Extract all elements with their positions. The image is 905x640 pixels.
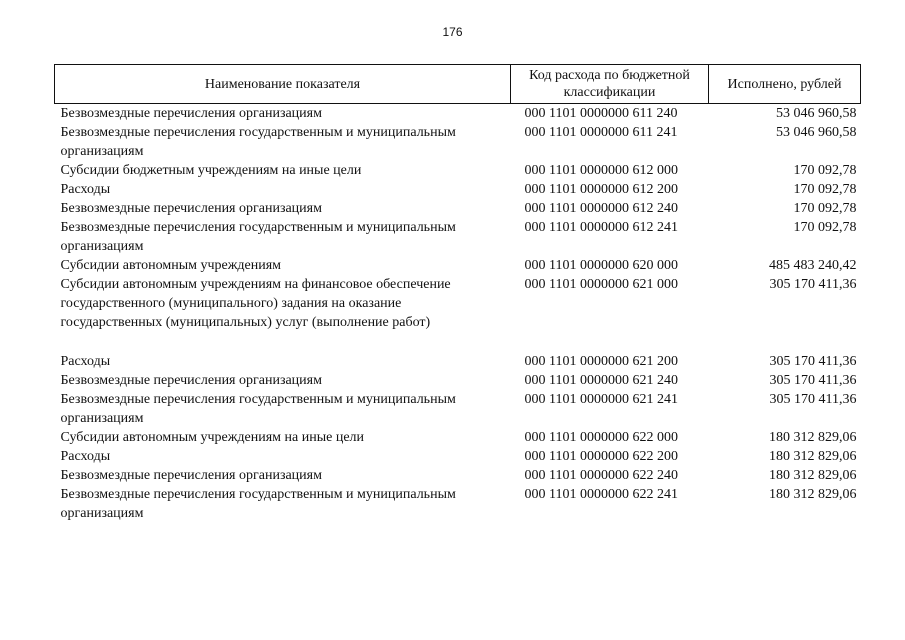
row-code: 000 1101 0000000 612 240 [524, 201, 678, 216]
row-amount: 305 170 411,36 [769, 392, 857, 407]
row-amount: 180 312 829,06 [769, 487, 857, 502]
table-row [55, 199, 861, 218]
row-amount: 180 312 829,06 [769, 468, 857, 483]
row-code: 000 1101 0000000 611 240 [524, 106, 678, 121]
table-row [55, 180, 861, 199]
row-name: Безвозмездные перечисления организациям [60, 373, 322, 388]
table-row [55, 352, 861, 371]
table-body [55, 104, 861, 524]
header-code: Код расхода по бюджетной классификации [511, 65, 709, 104]
row-amount: 305 170 411,36 [769, 373, 857, 388]
row-amount: 170 092,78 [793, 220, 857, 235]
table-row [55, 485, 861, 523]
row-name: Субсидии автономным учреждениям на иные цели [60, 430, 365, 445]
row-code: 000 1101 0000000 612 000 [524, 163, 678, 178]
table-row [55, 161, 861, 180]
row-name: Безвозмездные перечисления государственным и муниципальным организациям [60, 487, 456, 521]
page-number: 176 [442, 25, 463, 39]
row-name: Расходы [60, 354, 111, 369]
row-code: 000 1101 0000000 622 200 [524, 449, 678, 464]
row-name: Расходы [60, 449, 111, 464]
table-row [55, 428, 861, 447]
row-amount: 180 312 829,06 [769, 430, 857, 445]
row-name: Безвозмездные перечисления организациям [60, 106, 322, 121]
table-header [55, 65, 861, 104]
row-name: Безвозмездные перечисления государственным и муниципальным организациям [60, 392, 456, 426]
table-row [55, 256, 861, 275]
row-code: 000 1101 0000000 621 000 [524, 277, 678, 292]
table-row [55, 390, 861, 428]
row-amount: 180 312 829,06 [769, 449, 857, 464]
row-amount: 53 046 960,58 [776, 125, 857, 140]
row-amount: 170 092,78 [793, 182, 857, 197]
row-code: 000 1101 0000000 622 000 [524, 430, 678, 445]
header-amount: Исполнено, рублей [709, 65, 861, 104]
row-amount: 170 092,78 [793, 163, 857, 178]
row-amount: 305 170 411,36 [769, 277, 857, 292]
row-amount: 485 483 240,42 [769, 258, 857, 273]
table-row [55, 123, 861, 161]
row-name: Безвозмездные перечисления организациям [60, 468, 322, 483]
row-code: 000 1101 0000000 621 240 [524, 373, 678, 388]
table-row [55, 218, 861, 256]
row-name: Субсидии бюджетным учреждениям на иные цели [60, 163, 362, 178]
table-row [55, 447, 861, 466]
row-amount: 170 092,78 [793, 201, 857, 216]
row-amount: 305 170 411,36 [769, 354, 857, 369]
table-row [55, 275, 861, 332]
row-spacer [55, 332, 861, 352]
row-name: Безвозмездные перечисления государственным и муниципальным организациям [60, 220, 456, 254]
row-name: Субсидии автономным учреждениям на финансовое обеспечение государственного (муниципального) задания на оказание государственных (муниципальных) услуг (выполнение работ) [60, 277, 451, 330]
row-amount: 53 046 960,58 [776, 106, 857, 121]
row-code: 000 1101 0000000 612 241 [524, 220, 678, 235]
row-code: 000 1101 0000000 621 241 [524, 392, 678, 407]
table-row [55, 466, 861, 485]
table-row [55, 371, 861, 390]
row-code: 000 1101 0000000 611 241 [524, 125, 678, 140]
spacer-cell [55, 332, 861, 352]
row-code: 000 1101 0000000 622 241 [524, 487, 678, 502]
row-name: Безвозмездные перечисления организациям [60, 201, 322, 216]
row-code: 000 1101 0000000 612 200 [524, 182, 678, 197]
row-name: Субсидии автономным учреждениям [60, 258, 282, 273]
table-row [55, 104, 861, 124]
row-name: Расходы [60, 182, 111, 197]
row-name: Безвозмездные перечисления государственным и муниципальным организациям [60, 125, 456, 159]
row-code: 000 1101 0000000 621 200 [524, 354, 678, 369]
row-code: 000 1101 0000000 622 240 [524, 468, 678, 483]
budget-table [54, 64, 861, 523]
header-name: Наименование показателя [55, 65, 511, 104]
row-code: 000 1101 0000000 620 000 [524, 258, 678, 273]
